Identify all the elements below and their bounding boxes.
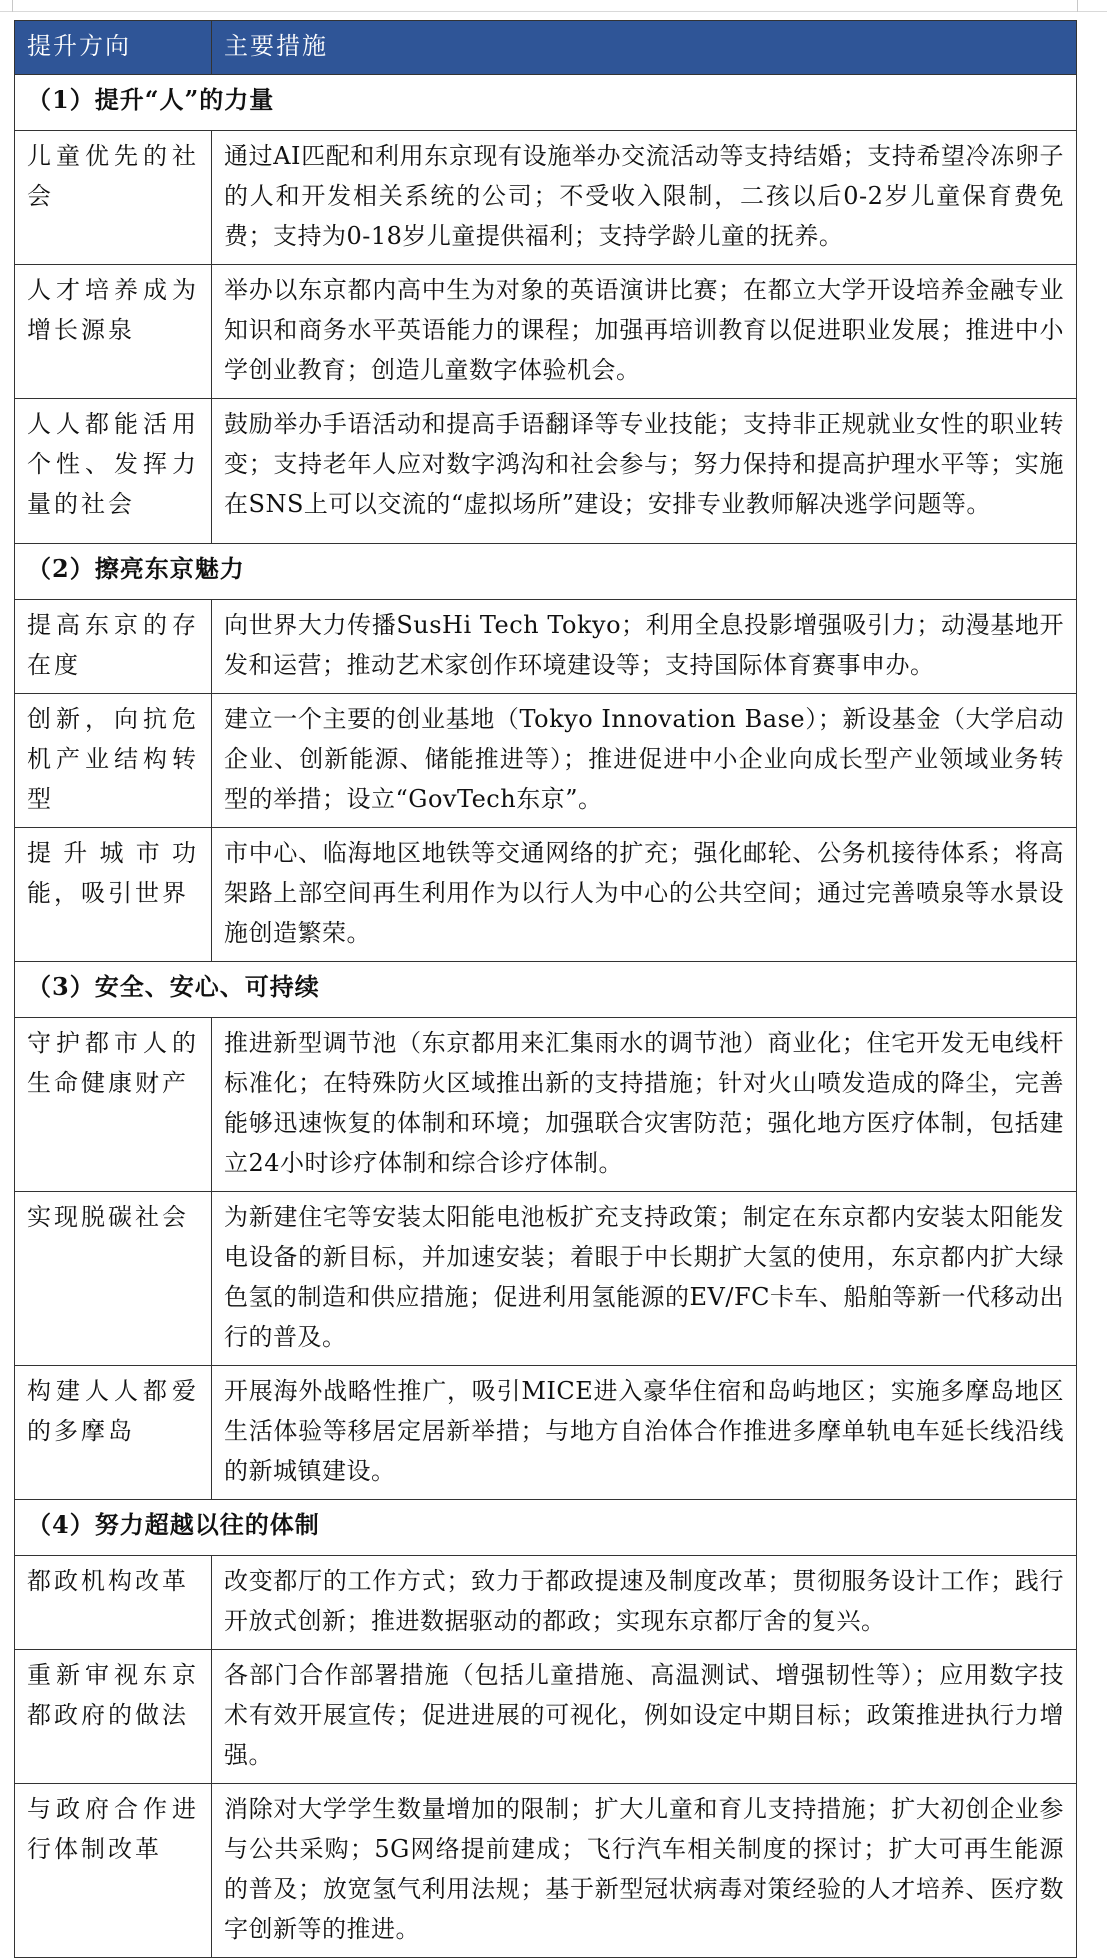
table-row <box>15 1192 1077 1366</box>
section-title: （2）擦亮东京魅力 <box>15 544 1077 600</box>
table-row <box>15 828 1077 962</box>
direction-cell: 提升城市功能，吸引世界 <box>15 828 212 962</box>
page-margin-guide <box>0 0 1107 12</box>
header-direction: 提升方向 <box>15 21 212 75</box>
measures-cell: 推进新型调节池（东京都用来汇集雨水的调节池）商业化；住宅开发无电线杆标准化；在特殊防火区域推出新的支持措施；针对火山喷发造成的降尘，完善能够迅速恢复的体制和环境；加强联合灾害防范；强化地方医疗体制，包括建立24小时诊疗体制和综合诊疗体制。 <box>212 1018 1077 1192</box>
section-title: （4）努力超越以往的体制 <box>15 1500 1077 1556</box>
direction-cell: 与政府合作进行体制改革 <box>15 1784 212 1958</box>
table-row <box>15 600 1077 694</box>
measures-cell: 通过AI匹配和利用东京现有设施举办交流活动等支持结婚；支持希望冷冻卵子的人和开发相关系统的公司；不受收入限制，二孩以后0-2岁儿童保育费免费；支持为0-18岁儿童提供福利；支持学龄儿童的抚养。 <box>212 131 1077 265</box>
table-row <box>15 265 1077 399</box>
direction-cell: 都政机构改革 <box>15 1556 212 1650</box>
direction-cell: 实现脱碳社会 <box>15 1192 212 1366</box>
measures-cell: 举办以东京都内高中生为对象的英语演讲比赛；在都立大学开设培养金融专业知识和商务水平英语能力的课程；加强再培训教育以促进职业发展；推进中小学创业教育；创造儿童数字体验机会。 <box>212 265 1077 399</box>
section-title: （3）安全、安心、可持续 <box>15 962 1077 1018</box>
measures-cell: 开展海外战略性推广，吸引MICE进入豪华住宿和岛屿地区；实施多摩岛地区生活体验等移居定居新举措；与地方自治体合作推进多摩单轨电车延长线沿线的新城镇建设。 <box>212 1366 1077 1500</box>
section-row <box>15 1500 1077 1556</box>
table-row <box>15 1650 1077 1784</box>
direction-cell: 创新，向抗危机产业结构转型 <box>15 694 212 828</box>
direction-cell: 重新审视东京都政府的做法 <box>15 1650 212 1784</box>
section-row <box>15 544 1077 600</box>
section-row <box>15 75 1077 131</box>
section-row <box>15 962 1077 1018</box>
measures-table <box>14 20 1077 1958</box>
measures-cell: 建立一个主要的创业基地（Tokyo Innovation Base）；新设基金（大学启动企业、创新能源、储能推进等）；推进促进中小企业向成长型产业领域业务转型的举措；设立“GovTech东京”。 <box>212 694 1077 828</box>
section-title: （1）提升“人”的力量 <box>15 75 1077 131</box>
measures-cell: 消除对大学学生数量增加的限制；扩大儿童和育儿支持措施；扩大初创企业参与公共采购；5G网络提前建成；飞行汽车相关制度的探讨；扩大可再生能源的普及；放宽氢气利用法规；基于新型冠状病毒对策经验的人才培养、医疗数字创新等的推进。 <box>212 1784 1077 1958</box>
header-measures: 主要措施 <box>212 21 1077 75</box>
direction-cell: 人人都能活用个性、发挥力量的社会 <box>15 399 212 544</box>
direction-cell: 提高东京的存在度 <box>15 600 212 694</box>
table-row <box>15 1556 1077 1650</box>
measures-cell: 市中心、临海地区地铁等交通网络的扩充；强化邮轮、公务机接待体系；将高架路上部空间再生利用作为以行人为中心的公共空间；通过完善喷泉等水景设施创造繁荣。 <box>212 828 1077 962</box>
direction-cell: 守护都市人的生命健康财产 <box>15 1018 212 1192</box>
direction-cell: 儿童优先的社会 <box>15 131 212 265</box>
measures-cell: 为新建住宅等安装太阳能电池板扩充支持政策；制定在东京都内安装太阳能发电设备的新目标，并加速安装；着眼于中长期扩大氢的使用，东京都内扩大绿色氢的制造和供应措施；促进利用氢能源的EV/FC卡车、船舶等新一代移动出行的普及。 <box>212 1192 1077 1366</box>
measures-cell: 鼓励举办手语活动和提高手语翻译等专业技能；支持非正规就业女性的职业转变；支持老年人应对数字鸿沟和社会参与；努力保持和提高护理水平等；实施在SNS上可以交流的“虚拟场所”建设；安排专业教师解决逃学问题等。 <box>212 399 1077 544</box>
measures-cell: 各部门合作部署措施（包括儿童措施、高温测试、增强韧性等）；应用数字技术有效开展宣传；促进进展的可视化，例如设定中期目标；政策推进执行力增强。 <box>212 1650 1077 1784</box>
table-row <box>15 1784 1077 1958</box>
table-header-row <box>15 21 1077 75</box>
table-row <box>15 694 1077 828</box>
direction-cell: 人才培养成为增长源泉 <box>15 265 212 399</box>
table-row <box>15 399 1077 544</box>
table-row <box>15 131 1077 265</box>
measures-cell: 改变都厅的工作方式；致力于都政提速及制度改革；贯彻服务设计工作；践行开放式创新；推进数据驱动的都政；实现东京都厅舍的复兴。 <box>212 1556 1077 1650</box>
table-row <box>15 1366 1077 1500</box>
margin-corner-right <box>1077 0 1078 12</box>
direction-cell: 构建人人都爱的多摩岛 <box>15 1366 212 1500</box>
table-row <box>15 1018 1077 1192</box>
measures-cell: 向世界大力传播SusHi Tech Tokyo；利用全息投影增强吸引力；动漫基地开发和运营；推动艺术家创作环境建设等；支持国际体育赛事申办。 <box>212 600 1077 694</box>
margin-corner-left <box>12 0 13 12</box>
